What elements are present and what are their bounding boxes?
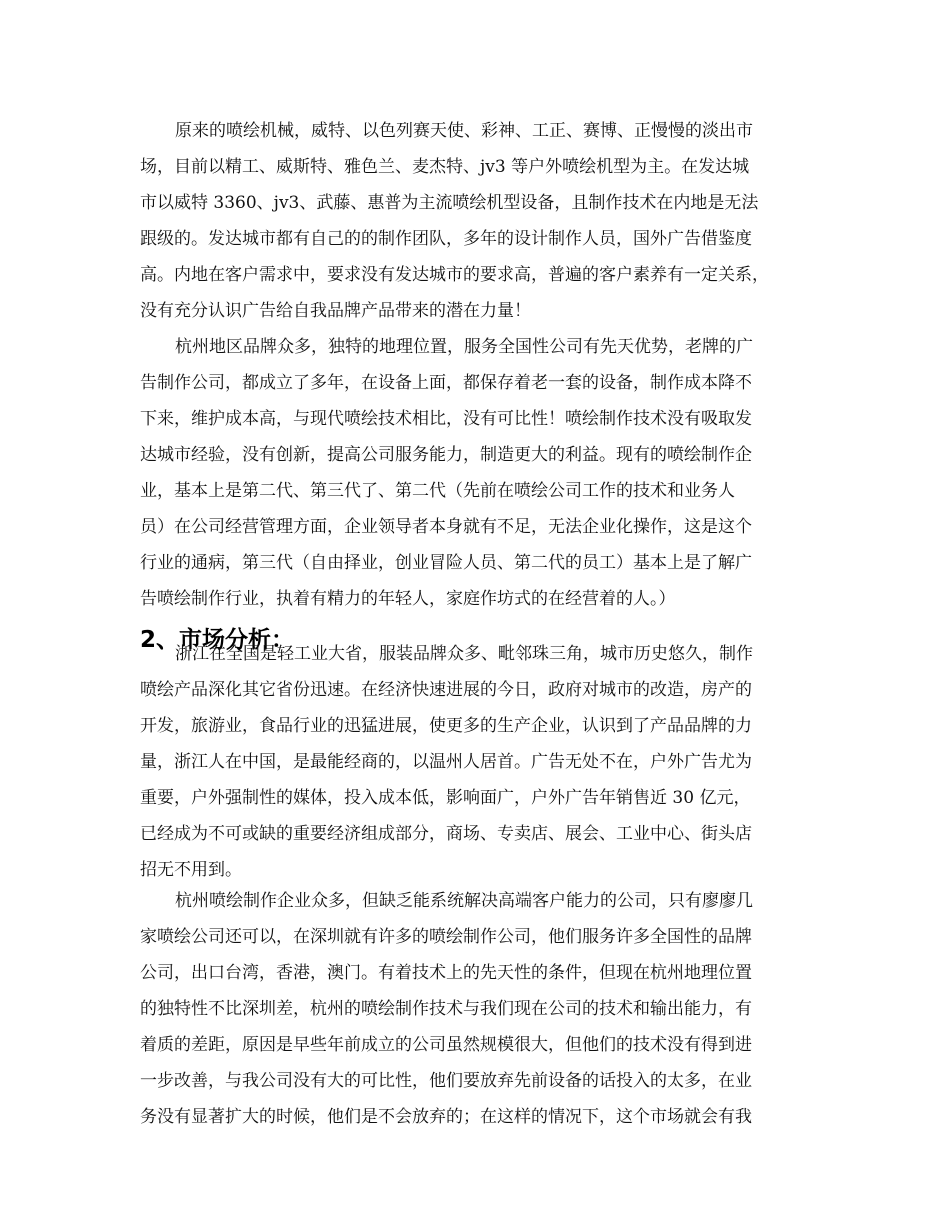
text-line: 公司，出口台湾，香港，澳门。有着技术上的先天性的条件，但现在杭州地理位置 <box>140 963 752 983</box>
text-line: 杭州地区品牌众多，独特的地理位置，服务全国性公司有先天优势，老牌的广 <box>175 337 753 357</box>
text-line: 家喷绘公司还可以，在深圳就有许多的喷绘制作公司，他们服务许多全国性的品牌 <box>140 927 752 947</box>
text-line: 招无不用到。 <box>140 860 242 880</box>
text-line: 量，浙江人在中国，是最能经商的，以温州人居首。广告无处不在，户外广告尤为 <box>140 752 752 772</box>
text-line: 跟级的。发达城市都有自己的的制作团队，多年的设计制作人员，国外广告借鉴度 <box>140 229 752 249</box>
text-line: 的独特性不比深圳差，杭州的喷绘制作技术与我们现在公司的技术和输出能力，有 <box>140 999 752 1019</box>
text-line: 着质的差距，原因是早些年前成立的公司虽然规模很大，但他们的技术没有得到进 <box>140 1035 752 1055</box>
text-line: 下来，维护成本高，与现代喷绘技术相比，没有可比性！喷绘制作技术没有吸取发 <box>140 409 752 429</box>
text-line: 员）在公司经营管理方面，企业领导者本身就有不足，无法企业化操作，这是这个 <box>140 517 752 537</box>
text-line: 已经成为不可或缺的重要经济组成部分，商场、专卖店、展会、工业中心、街头店 <box>140 824 752 844</box>
text-line: 告制作公司，都成立了多年，在设备上面，都保存着老一套的设备，制作成本降不 <box>140 373 752 393</box>
text-line: 务没有显著扩大的时候，他们是不会放弃的；在这样的情况下，这个市场就会有我 <box>140 1107 752 1127</box>
section-heading: 2、市场分析： <box>140 627 295 653</box>
text-line: 重要，户外强制性的媒体，投入成本低，影响面广，户外广告年销售近 30 亿元， <box>140 788 751 808</box>
text-line: 达城市经验，没有创新，提高公司服务能力，制造更大的利益。现有的喷绘制作企 <box>140 445 752 465</box>
text-line: 开发，旅游业，食品行业的迅猛进展，使更多的生产企业，认识到了产品品牌的力 <box>140 716 752 736</box>
text-line: 杭州喷绘制作企业众多，但缺乏能系统解决高端客户能力的公司，只有廖廖几 <box>175 891 753 911</box>
text-line: 业，基本上是第二代、第三代了、第二代（先前在喷绘公司工作的技术和业务人 <box>140 481 735 501</box>
text-line: 场，目前以精工、威斯特、雅色兰、麦杰特、jv3 等户外喷绘机型为主。在发达城 <box>140 157 750 177</box>
text-line: 没有充分认识广告给自我品牌产品带来的潜在力量！ <box>140 301 531 321</box>
text-line: 告喷绘制作行业，执着有精力的年轻人，家庭作坊式的在经营着的人。） <box>140 589 676 609</box>
text-line: 市以威特 3360、jv3、武藤、惠普为主流喷绘机型设备，且制作技术在内地是无法 <box>140 193 759 213</box>
text-line: 行业的通病，第三代（自由择业，创业冒险人员、第二代的员工）基本上是了解广 <box>140 553 752 573</box>
text-line: 原来的喷绘机械，威特、以色列赛天使、彩神、工正、赛博、正慢慢的淡出市 <box>175 121 753 141</box>
text-line: 喷绘产品深化其它省份迅速。在经济快速进展的今日，政府对城市的改造，房产的 <box>140 680 752 700</box>
text-line: 高。内地在客户需求中，要求没有发达城市的要求高，普遍的客户素养有一定关系， <box>140 265 769 285</box>
text-line: 浙江在全国是轻工业大省，服装品牌众多、毗邻珠三角，城市历史悠久，制作 <box>175 644 753 664</box>
text-line: 一步改善，与我公司没有大的可比性，他们要放弃先前设备的话投入的太多，在业 <box>140 1071 752 1091</box>
